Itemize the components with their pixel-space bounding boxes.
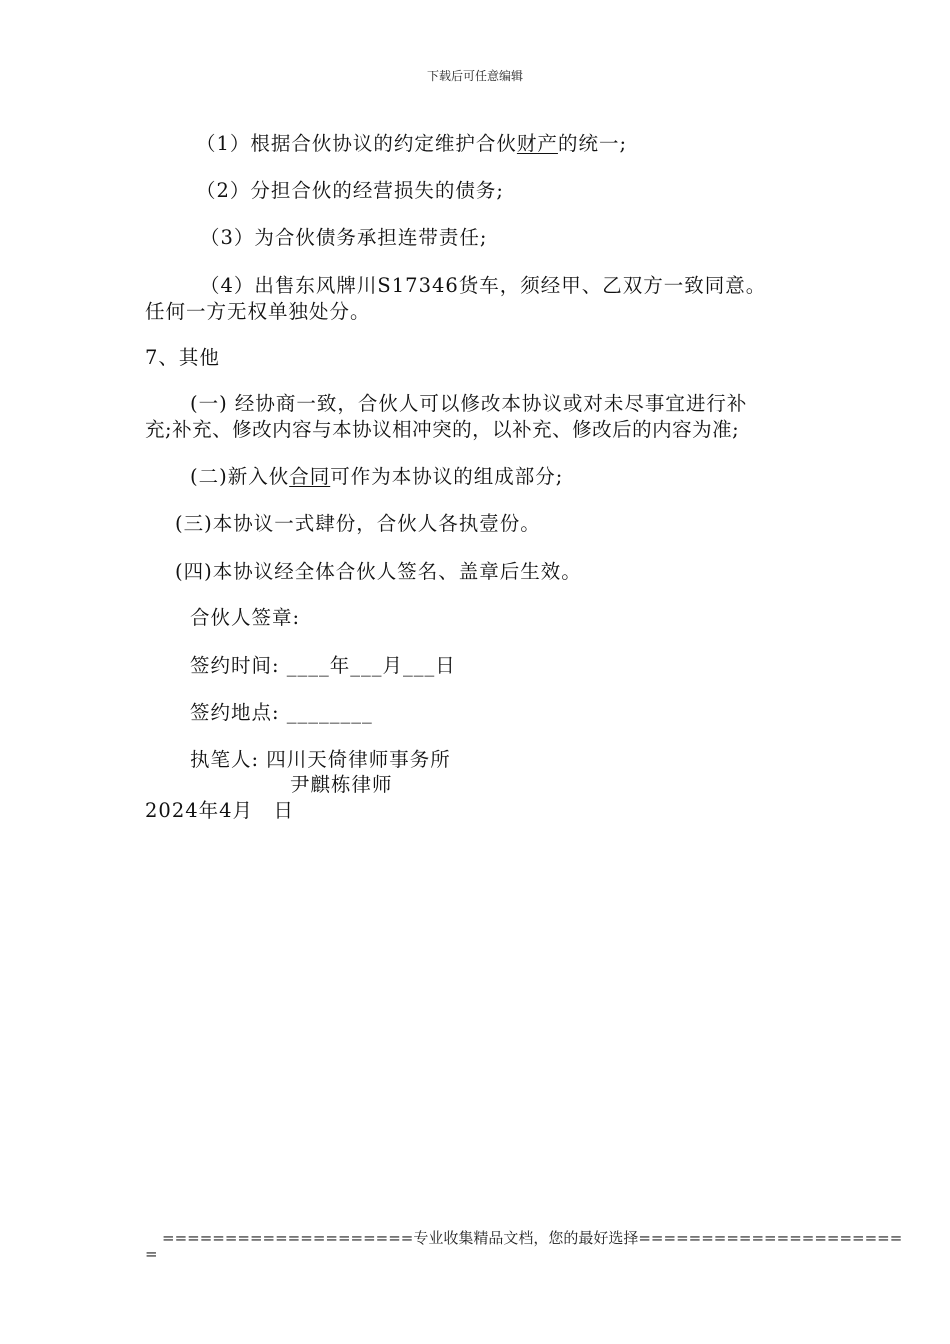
footer-line-1: ====================专业收集精品文档，您的最好选择===================== <box>162 1229 903 1247</box>
section-7-heading: 7、其他 <box>145 346 220 369</box>
clause-2-text: (二)新入伙 <box>190 465 290 488</box>
signing-place: 签约地点: ________ <box>190 701 373 724</box>
clause-1-line-2: 充;补充、修改内容与本协议相冲突的，以补充、修改后的内容为准; <box>145 418 740 441</box>
document-date: 2024年4月 日 <box>145 799 295 822</box>
signing-time: 签约时间: ____年___月___日 <box>190 654 456 677</box>
item-2: （2）分担合伙的经营损失的债务; <box>196 179 504 202</box>
item-1-text: （1）根据合伙协议的约定维护合伙 <box>196 132 517 155</box>
item-1-tail: 的统一; <box>557 132 628 155</box>
footer-line-2: = <box>145 1245 158 1263</box>
clause-2 <box>190 461 563 489</box>
clause-1-line-1: (一) 经协商一致，合伙人可以修改本协议或对未尽事宜进行补 <box>190 392 748 415</box>
item-1 <box>196 128 627 156</box>
partners-signature-label: 合伙人签章: <box>190 606 301 629</box>
writer-line-1: 执笔人: 四川天倚律师事务所 <box>190 748 451 771</box>
item-3: （3）为合伙债务承担连带责任; <box>200 226 488 249</box>
item-4-line-2: 任何一方无权单独处分。 <box>145 300 371 323</box>
clause-4: (四)本协议经全体合伙人签名、盖章后生效。 <box>175 560 582 583</box>
clause-2-tail: 可作为本协议的组成部分; <box>330 465 564 488</box>
page-header: 下载后可任意编辑 <box>426 69 523 83</box>
writer-line-2: 尹麒栋律师 <box>290 773 393 796</box>
item-4-line-1: （4）出售东风牌川S17346货车，须经甲、乙双方一致同意。 <box>200 274 767 297</box>
clause-2-underlined: 合同 <box>289 465 331 488</box>
item-1-underlined: 财产 <box>516 132 558 155</box>
clause-3: (三)本协议一式肆份，合伙人各执壹份。 <box>175 512 541 535</box>
